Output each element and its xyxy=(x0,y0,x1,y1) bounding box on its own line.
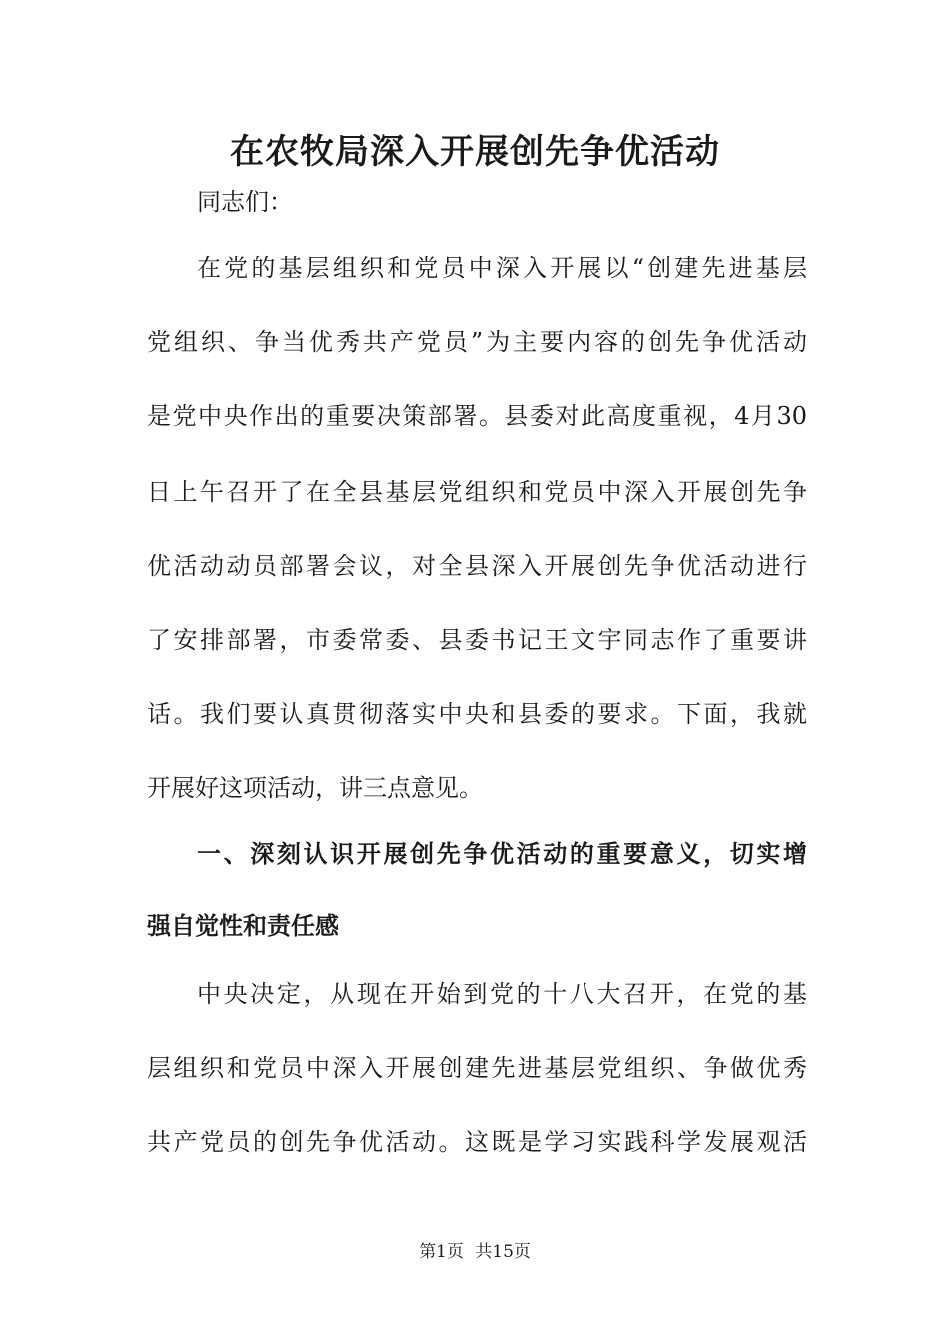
paragraph-line: 开展好这项活动，讲三点意见。 xyxy=(147,774,483,802)
section-heading: 一、深刻认识开展创先争优活动的重要意义，切实增 xyxy=(197,840,807,868)
page-footer xyxy=(0,1240,950,1264)
section-heading: 强自觉性和责任感 xyxy=(147,912,339,940)
paragraph-line: 优活动动员部署会议，对全县深入开展创先争优活动进行 xyxy=(147,552,807,580)
document-title: 在农牧局深入开展创先争优活动 xyxy=(230,132,720,172)
paragraph-line: 在党的基层组织和党员中深入开展以“创建先进基层 xyxy=(197,254,807,282)
page-number: 第1页 xyxy=(419,1242,464,1262)
paragraph-line: 了安排部署，市委常委、县委书记王文宇同志作了重要讲 xyxy=(147,626,807,654)
paragraph-line: 层组织和党员中深入开展创建先进基层党组织、争做优秀 xyxy=(147,1054,807,1082)
paragraph-line: 共产党员的创先争优活动。这既是学习实践科学发展观活 xyxy=(147,1128,807,1156)
paragraph-line: 日上午召开了在全县基层党组织和党员中深入开展创先争 xyxy=(147,478,807,506)
paragraph-line: 话。我们要认真贯彻落实中央和县委的要求。下面，我就 xyxy=(147,700,807,728)
salutation: 同志们： xyxy=(197,188,293,216)
page-total: 共15页 xyxy=(475,1242,531,1262)
paragraph-line: 是党中央作出的重要决策部署。县委对此高度重视，4月30 xyxy=(147,402,807,430)
paragraph-line: 中央决定，从现在开始到党的十八大召开，在党的基 xyxy=(197,980,807,1008)
paragraph-line: 党组织、争当优秀共产党员”为主要内容的创先争优活动 xyxy=(147,328,807,356)
